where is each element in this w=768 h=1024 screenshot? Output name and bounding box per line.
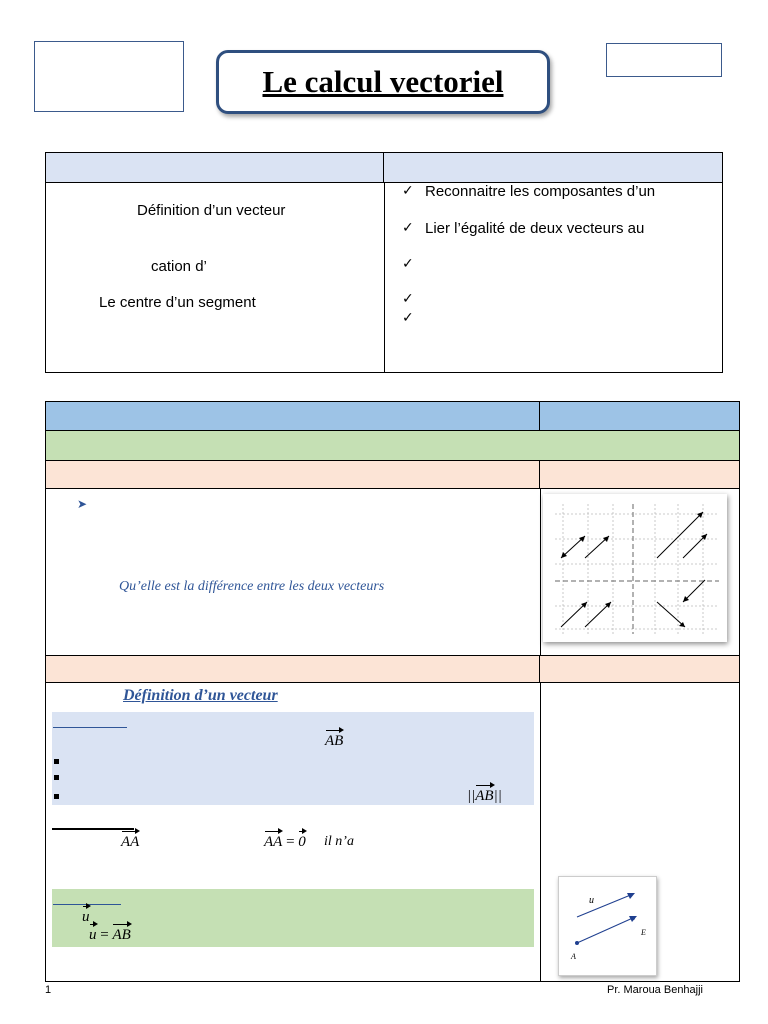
null-vector-lhs: AA xyxy=(121,834,140,850)
norm-ab-label: ||AB|| xyxy=(467,788,502,804)
figure-label-a: A xyxy=(571,952,576,961)
lesson-section-bar xyxy=(46,431,739,461)
check-icon: ✓ xyxy=(402,291,414,307)
bullet-icon xyxy=(54,759,59,764)
objectives-header-right xyxy=(384,153,722,183)
header-right-box xyxy=(606,43,722,77)
check-icon: ✓ xyxy=(402,310,414,326)
bullet-icon xyxy=(54,794,59,799)
null-vector-text: il n’a xyxy=(324,834,354,849)
null-vector-equation: AA = 0 xyxy=(264,834,306,850)
page-title: Le calcul vectoriel xyxy=(262,64,504,99)
objectives-header-left xyxy=(46,153,384,183)
activity-header-right xyxy=(540,461,739,489)
lesson-header-right xyxy=(540,402,739,431)
page-number: 1 xyxy=(45,984,52,996)
objective-left-2: cation d’ xyxy=(151,258,207,275)
activity-divider xyxy=(540,489,541,655)
u-equals-ab: u = AB xyxy=(89,927,131,943)
lesson-table xyxy=(45,401,740,982)
objective-right-1: Reconnaitre les composantes d’un xyxy=(425,183,656,200)
course-header-left xyxy=(46,655,540,683)
activity-header-left xyxy=(46,461,540,489)
lesson-header-left xyxy=(46,402,540,431)
author-name: Pr. Maroua Benhajji xyxy=(607,984,703,996)
activity-question: Qu’elle est la différence entre les deux vecteurs xyxy=(119,579,385,594)
objective-left-3: Le centre d’un segment xyxy=(99,294,256,311)
objective-left-1: Définition d’un vecteur xyxy=(137,202,286,219)
figure-label-u: u xyxy=(589,895,594,906)
header-left-box xyxy=(34,41,184,112)
title-frame xyxy=(216,50,550,114)
definition-underline xyxy=(53,727,127,728)
equal-vectors-box xyxy=(52,889,534,947)
check-icon: ✓ xyxy=(402,183,414,199)
arrow-bullet-icon: ➤ xyxy=(77,497,88,511)
course-figure xyxy=(558,876,657,976)
check-icon: ✓ xyxy=(402,220,414,236)
bullet-icon xyxy=(54,775,59,780)
objectives-divider xyxy=(384,183,385,372)
objective-right-2: Lier l’égalité de deux vecteurs au xyxy=(425,220,645,237)
course-header-right xyxy=(540,655,739,683)
course-heading: Définition d’un vecteur xyxy=(123,687,278,704)
vector-u-label: u xyxy=(82,909,90,925)
activity-figure xyxy=(543,494,727,642)
figure-label-e: E xyxy=(641,928,646,937)
vector-ab-label: AB xyxy=(325,733,344,749)
null-vector-underline xyxy=(52,828,134,830)
objectives-table xyxy=(45,152,723,373)
definition-box xyxy=(52,712,534,805)
check-icon: ✓ xyxy=(402,256,414,272)
course-divider xyxy=(540,683,541,981)
